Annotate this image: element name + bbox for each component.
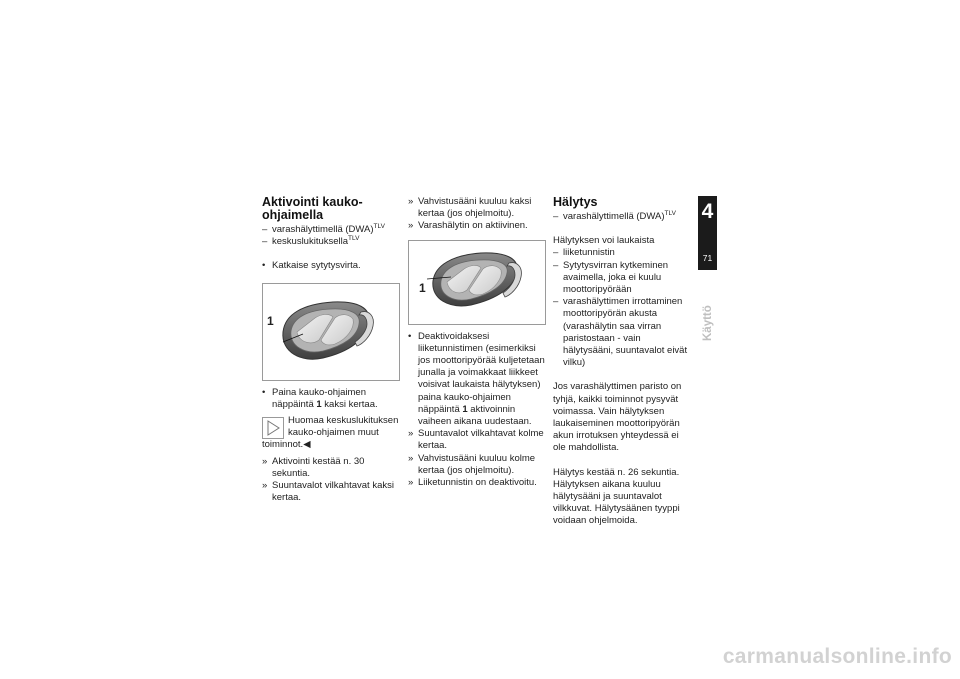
bullet-marker: • bbox=[262, 386, 266, 398]
trigger-item bbox=[553, 296, 693, 369]
figure-callout-1: 1 bbox=[419, 281, 426, 295]
step-text: Deaktivoidaksesi liiketunnistimen (esimerkiksi jos moottoripyörää kuljetetaan junalla ja voimakkaat liikkeet voisivat laukaista hälytyksen) paina kauko-ohjaimen näppäintä bbox=[418, 330, 545, 415]
intro-text: Hälytyksen voi laukaista bbox=[553, 235, 655, 247]
trigger-text: liiketunnistin bbox=[563, 247, 615, 259]
result-text: Liiketunnistin on deaktivoitu. bbox=[418, 477, 537, 489]
end-marker: ◀ bbox=[303, 439, 311, 451]
condition-item bbox=[553, 211, 693, 223]
column-2 bbox=[408, 196, 548, 489]
note-text: Huomaa keskuslukituksen kauko-ohjaimen muut toiminnot. bbox=[262, 415, 399, 451]
watermark: carmanualsonline.info bbox=[722, 645, 952, 668]
bullet-marker: • bbox=[262, 260, 266, 272]
step-item bbox=[262, 260, 402, 272]
trigger-item bbox=[553, 260, 693, 297]
dash-marker: – bbox=[553, 247, 559, 259]
trigger-text: varashälyttimen irrottaminen moottoripyörän akusta (varashälytin saa virran paristostaan - vain hälytysääni, suuntavalot eivät vilku) bbox=[563, 296, 688, 369]
paragraph-battery: Jos varashälyttimen paristo on tyhjä, kaikki toiminnot pysyvät voimassa. Vain hälytyksen laukaiseminen moottoripyörän akun irrotuksen yhteydessä ei ole mahdollista. bbox=[553, 381, 682, 454]
step-text: Katkaise sytytysvirta. bbox=[272, 260, 361, 272]
result-text: Suuntavalot vilkahtavat kaksi kertaa. bbox=[272, 480, 394, 504]
remote-key-figure bbox=[262, 283, 400, 381]
column-1 bbox=[262, 196, 402, 504]
dash-marker: – bbox=[553, 211, 559, 222]
condition-text: keskuslukituksella bbox=[272, 236, 349, 248]
result-item bbox=[408, 196, 548, 220]
result-item bbox=[408, 220, 548, 232]
tlv-superscript: TLV bbox=[373, 222, 385, 230]
result-text: Suuntavalot vilkahtavat kolme kertaa. bbox=[418, 428, 544, 452]
note-triangle-icon bbox=[262, 417, 284, 439]
column-3 bbox=[553, 196, 693, 528]
result-marker: » bbox=[262, 455, 268, 467]
section-heading-alarm: Hälytys bbox=[553, 195, 598, 209]
result-item bbox=[408, 477, 548, 489]
result-marker: » bbox=[408, 196, 414, 207]
dash-marker: – bbox=[553, 259, 559, 271]
result-marker: » bbox=[262, 480, 268, 492]
condition-text: varashälyttimellä (DWA) bbox=[563, 211, 665, 222]
result-marker: » bbox=[408, 428, 414, 440]
chapter-title: Käyttö bbox=[702, 305, 714, 341]
paragraph-alarm-duration: Hälytys kestää n. 26 sekuntia. Hälytyksen aikana kuuluu hälytysääni ja suuntavalot vilkkuvat. Hälytysäänen tyyppi voidaan ohjelmoida. bbox=[553, 466, 680, 527]
step-text: Paina kauko-ohjaimen näppäintä bbox=[272, 386, 367, 410]
bullet-marker: • bbox=[408, 330, 412, 342]
result-text: Aktivointi kestää n. 30 sekuntia. bbox=[272, 455, 365, 479]
step-text: aktivoinnin vaiheen aikana uudestaan. bbox=[418, 403, 532, 428]
result-item bbox=[408, 453, 548, 477]
step-item bbox=[262, 387, 402, 411]
result-marker: » bbox=[408, 220, 414, 232]
tlv-superscript: TLV bbox=[664, 209, 676, 217]
remote-key-illustration bbox=[409, 241, 545, 324]
button-ref: 1 bbox=[316, 398, 322, 410]
button-ref: 1 bbox=[462, 403, 468, 415]
result-marker: » bbox=[408, 452, 414, 464]
result-text: Vahvistusääni kuuluu kolme kertaa (jos ohjelmoitu). bbox=[418, 452, 536, 476]
condition-item bbox=[262, 224, 402, 236]
result-marker: » bbox=[408, 477, 414, 489]
step-text: kaksi kertaa. bbox=[321, 398, 378, 410]
section-heading-activation: Aktivointi kauko-ohjaimella bbox=[262, 195, 363, 222]
tlv-superscript: TLV bbox=[348, 235, 360, 243]
result-text: Vahvistusääni kuuluu kaksi kertaa (jos ohjelmoitu). bbox=[418, 196, 532, 220]
result-item bbox=[262, 456, 402, 480]
page-number: 71 bbox=[702, 253, 713, 263]
step-item bbox=[408, 331, 548, 429]
result-item bbox=[408, 428, 548, 452]
result-item bbox=[262, 480, 402, 504]
trigger-text: Sytytysvirran kytkeminen avaimella, joka ei kuulu moottoripyörään bbox=[563, 259, 669, 296]
note-block bbox=[262, 415, 402, 452]
condition-text: varashälyttimellä (DWA) bbox=[272, 224, 374, 235]
figure-callout-1: 1 bbox=[267, 314, 274, 328]
dash-marker: – bbox=[262, 236, 268, 248]
dash-marker: – bbox=[262, 224, 268, 235]
trigger-item bbox=[553, 247, 693, 259]
remote-key-illustration bbox=[263, 284, 399, 380]
dash-marker: – bbox=[553, 296, 559, 308]
remote-key-figure bbox=[408, 240, 546, 325]
result-text: Varashälytin on aktiivinen. bbox=[418, 220, 528, 232]
condition-item bbox=[262, 236, 402, 248]
chapter-number: 4 bbox=[701, 200, 714, 223]
